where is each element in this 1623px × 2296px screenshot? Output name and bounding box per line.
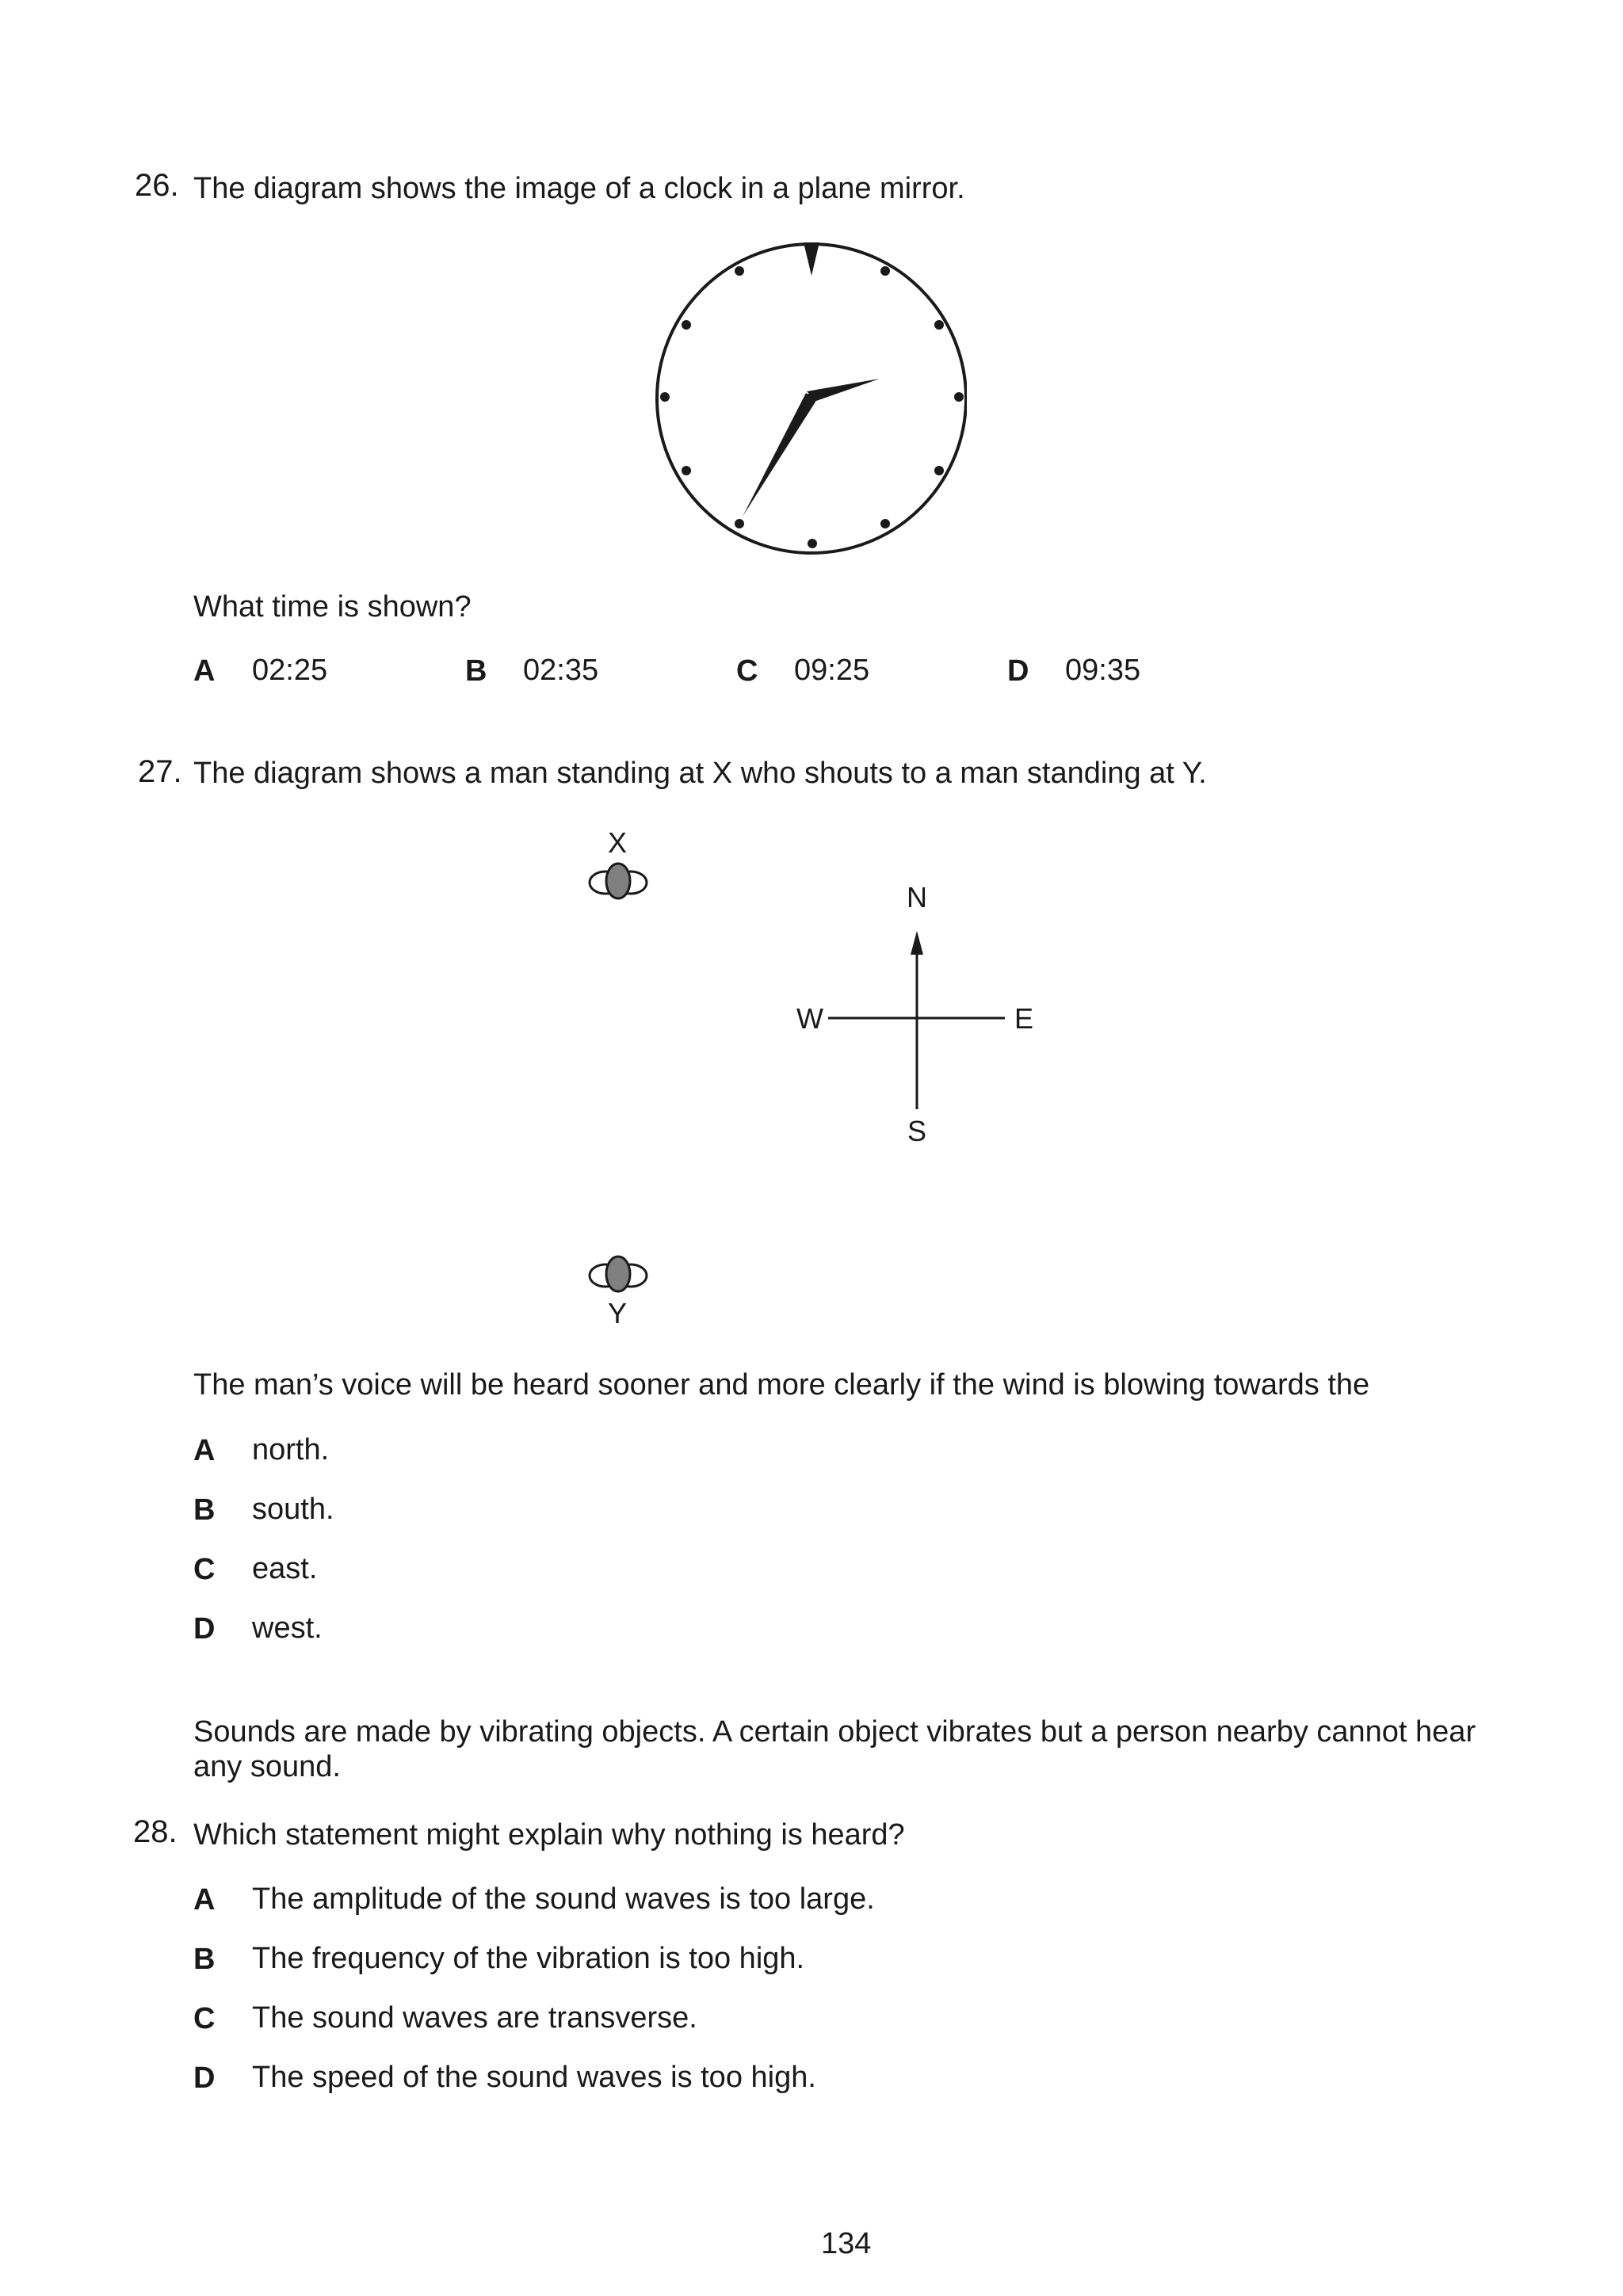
q26-option-c-text: 09:25 xyxy=(794,654,870,687)
north-arrow-icon xyxy=(911,931,923,955)
question-28-intro: Sounds are made by vibrating objects. A certain object vibrates but a person nearby cannot hear any sound. xyxy=(193,1715,1476,1783)
q27-option-b-text: south. xyxy=(252,1493,334,1526)
question-28-stem: Which statement might explain why nothing is heard? xyxy=(193,1818,905,1852)
label-y: Y xyxy=(607,1297,628,1329)
q28-option-b-text: The frequency of the vibration is too high. xyxy=(252,1942,805,1975)
q27-option-a-text: north. xyxy=(252,1433,330,1466)
q28-option-d-letter: D xyxy=(193,2061,216,2095)
man-y-icon xyxy=(590,1257,647,1291)
q28-option-d-text: The speed of the sound waves is too high. xyxy=(252,2061,816,2094)
question-27-prompt: The man’s voice will be heard sooner and more clearly if the wind is blowing towards the xyxy=(193,1368,1370,1402)
compass-north-label: N xyxy=(907,881,927,913)
mirror-clock-diagram xyxy=(650,234,967,566)
man-x-icon xyxy=(590,864,647,898)
q26-option-a-letter: A xyxy=(193,654,216,688)
q27-option-c-letter: C xyxy=(193,1553,216,1586)
q27-option-d-text: west. xyxy=(252,1611,323,1645)
q28-option-b-letter: B xyxy=(193,1943,216,1976)
q28-option-a-letter: A xyxy=(193,1883,216,1917)
q26-option-b-text: 02:35 xyxy=(523,654,599,687)
question-26-number: 26. xyxy=(135,168,179,203)
q28-option-c-text: The sound waves are transverse. xyxy=(252,2001,697,2035)
question-28-number: 28. xyxy=(133,1814,178,1849)
q26-option-d-letter: D xyxy=(1007,654,1029,688)
clock-minute-hand xyxy=(743,393,817,517)
q26-option-c-letter: C xyxy=(736,654,758,688)
compass-east-label: E xyxy=(1014,1002,1034,1035)
q26-option-b-letter: B xyxy=(465,654,487,688)
compass-west-label: W xyxy=(796,1002,823,1035)
question-27-number: 27. xyxy=(138,754,182,789)
q26-option-d-text: 09:35 xyxy=(1065,654,1141,687)
page-number: 134 xyxy=(821,2227,872,2260)
wind-direction-diagram xyxy=(555,808,1109,1331)
q27-option-c-text: east. xyxy=(252,1552,318,1585)
compass-south-label: S xyxy=(907,1115,927,1147)
q26-option-a-text: 02:25 xyxy=(252,654,328,687)
question-26-prompt: What time is shown? xyxy=(193,590,472,624)
question-26-stem: The diagram shows the image of a clock in a plane mirror. xyxy=(193,172,965,205)
q28-option-c-letter: C xyxy=(193,2002,216,2035)
q27-option-b-letter: B xyxy=(193,1493,216,1527)
q28-option-a-text: The amplitude of the sound waves is too large. xyxy=(252,1882,875,1916)
clock-hour-hand xyxy=(807,379,880,401)
q27-option-d-letter: D xyxy=(193,1612,216,1646)
q27-option-a-letter: A xyxy=(193,1434,216,1467)
label-x: X xyxy=(607,826,628,859)
twelve-marker-icon xyxy=(804,242,819,276)
question-27-stem: The diagram shows a man standing at X who shouts to a man standing at Y. xyxy=(193,757,1207,790)
clock-centre xyxy=(808,392,815,400)
